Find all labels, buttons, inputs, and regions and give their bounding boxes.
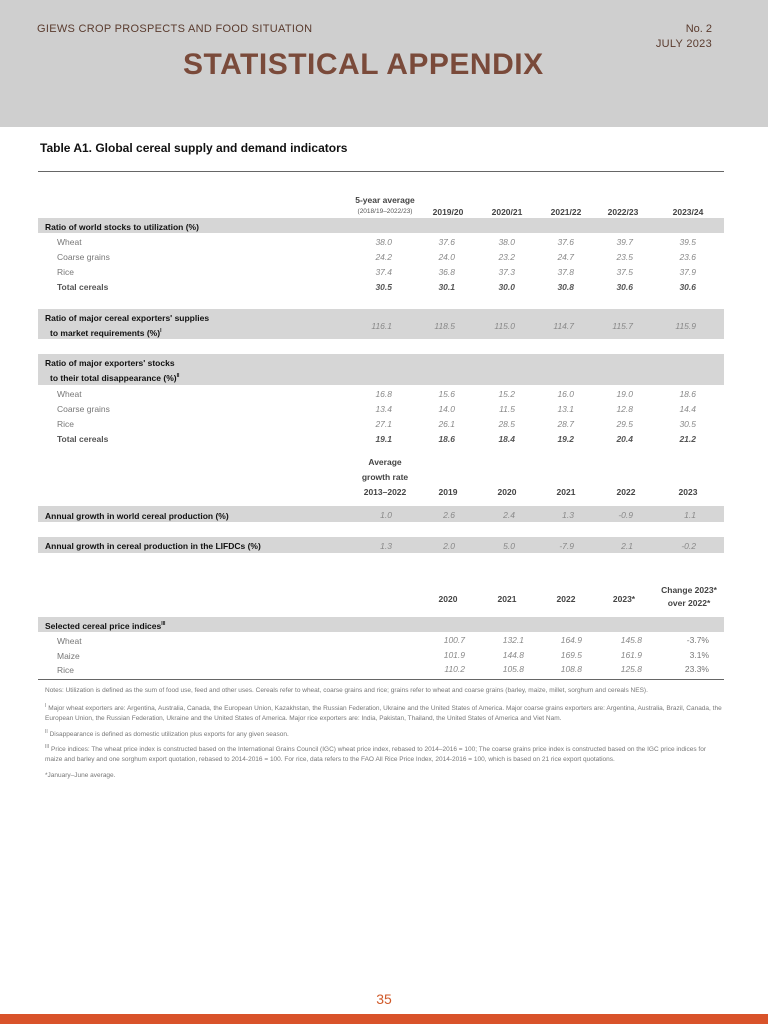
col-header: 2023 <box>678 487 698 497</box>
cell: 100.7 <box>443 635 465 645</box>
page-number: 35 <box>376 991 392 1007</box>
cell: 28.5 <box>498 419 515 429</box>
cell: 37.3 <box>498 267 515 277</box>
series-title: GIEWS CROP PROSPECTS AND FOOD SITUATION <box>37 23 313 35</box>
cell: 37.6 <box>438 237 455 247</box>
row-label: Wheat <box>57 237 82 247</box>
cell: 30.0 <box>498 282 515 292</box>
cell: 3.1% <box>689 650 709 660</box>
cell: 12.8 <box>616 404 633 414</box>
cell: 132.1 <box>502 635 524 645</box>
col-header: 2023/24 <box>672 207 704 217</box>
cell: 39.7 <box>616 237 633 247</box>
col-header: 2022 <box>616 487 636 497</box>
col-header-avg: Average <box>368 457 402 467</box>
cell: -7.9 <box>559 541 574 551</box>
col-header-change: over 2022* <box>667 598 711 608</box>
cell: 37.4 <box>375 267 392 277</box>
cell: 164.9 <box>560 635 582 645</box>
cell: 24.7 <box>557 252 574 262</box>
cell: 18.6 <box>438 434 455 444</box>
footer-bar <box>0 1014 768 1024</box>
col-header: 2021/22 <box>550 207 582 217</box>
cell: 2.6 <box>443 510 455 520</box>
cell: 118.5 <box>434 321 455 331</box>
cell: 19.1 <box>375 434 392 444</box>
cell: 30.6 <box>616 282 633 292</box>
cell: 115.9 <box>675 321 696 331</box>
cell: 2.0 <box>443 541 455 551</box>
cell: 30.1 <box>438 282 455 292</box>
row-label: Total cereals <box>57 434 109 444</box>
note-1: $^I$ Major wheat exporters are: Argentina, Australia, Canada, the European Union, Kazakhstan, the Russian Federation, Ukraine and the United States of America. Major coarse grains exporters are: Argentina, Australia, Brazil, Canada, the European Union, the Russian Federation, Ukraine and the United States of America. Major rice exporters are: India, Pakistan, Thailand, the United States of America and Viet Nam. <box>45 703 722 723</box>
cell: 13.4 <box>375 404 392 414</box>
cell: 38.0 <box>375 237 392 247</box>
col-header: 2019 <box>438 487 458 497</box>
col-header: 2020/21 <box>491 207 523 217</box>
cell: 110.2 <box>444 664 465 674</box>
table-top-rule <box>38 171 724 172</box>
cell: 30.5 <box>375 282 392 292</box>
cell: 5.0 <box>503 541 515 551</box>
cell: 23.6 <box>679 252 696 262</box>
cell: 27.1 <box>375 419 392 429</box>
cell: 29.5 <box>616 419 633 429</box>
cell: 23.5 <box>616 252 633 262</box>
cell: 18.6 <box>679 389 696 399</box>
col-header-avg: growth rate <box>361 472 409 482</box>
row-label: Coarse grains <box>57 404 110 414</box>
note-2: $^{II}$ Disappearance is defined as domestic utilization plus exports for any given season. <box>45 729 289 739</box>
cell: 145.8 <box>620 635 642 645</box>
section-title: Selected cereal price indices$^{III}$ <box>45 621 166 631</box>
cell: 14.4 <box>679 404 696 414</box>
cell: 115.7 <box>612 321 633 331</box>
cell: 15.2 <box>498 389 515 399</box>
cell: 108.8 <box>560 664 582 674</box>
cell: 36.8 <box>438 267 455 277</box>
cell: 37.5 <box>616 267 633 277</box>
row-label: Rice <box>57 665 75 675</box>
cell: 24.2 <box>375 252 392 262</box>
cell: 116.1 <box>371 321 392 331</box>
cell: 101.9 <box>443 650 465 660</box>
col-header: 2020 <box>497 487 517 497</box>
cell: 1.1 <box>684 510 696 520</box>
row-label: Annual growth in cereal production in the LIFDCs (%) <box>45 541 261 551</box>
cell: 37.9 <box>679 267 696 277</box>
col-header: 2022/23 <box>607 207 639 217</box>
cell: 1.3 <box>562 510 574 520</box>
col-header: 2021 <box>556 487 576 497</box>
cell: 30.8 <box>557 282 574 292</box>
cell: 20.4 <box>616 434 633 444</box>
cell: 114.7 <box>553 321 574 331</box>
row-label: Maize <box>57 651 80 661</box>
row-label: Annual growth in world cereal production (%) <box>45 511 229 521</box>
cell: 19.0 <box>616 389 633 399</box>
table-title: Table A1. Global cereal supply and demand indicators <box>40 141 348 155</box>
cell: 144.8 <box>502 650 524 660</box>
page-title: STATISTICAL APPENDIX <box>183 48 544 81</box>
section-title: Ratio of world stocks to utilization (%) <box>45 222 199 232</box>
col-header: 2022 <box>556 594 576 604</box>
cell: 19.2 <box>557 434 574 444</box>
col-header: 2019/20 <box>432 207 464 217</box>
row-label: Rice <box>57 419 75 429</box>
cell: 18.4 <box>498 434 515 444</box>
cell: 15.6 <box>438 389 455 399</box>
issue-date: JULY 2023 <box>655 38 712 50</box>
section-title-cont: to market requirements (%)$^I$ <box>50 328 162 338</box>
cell: 23.3% <box>684 664 709 674</box>
cell: 37.6 <box>557 237 574 247</box>
cell: 1.3 <box>380 541 392 551</box>
cell: 21.2 <box>679 434 696 444</box>
table-bottom-rule <box>38 679 724 680</box>
cell: 115.0 <box>494 321 515 331</box>
cell: 161.9 <box>620 650 642 660</box>
row-label: Total cereals <box>57 282 109 292</box>
note-3: $^{III}$ Price indices: The wheat price index is constructed based on the International Grains Council (IGC) wheat price index, rebased to 2014–2016 = 100; The coarse grains price index is constructed based on the IGC price indices for maize and barley and one sorghum export quotation, rebased to 2014-2016 = 100. For rice, data refers to the FAO All Rice Price Index, 2014-2016 = 100, which is based on 21 rice export quotations. <box>45 744 706 764</box>
col-header-avg: 2013–2022 <box>363 487 407 497</box>
cell: 105.8 <box>502 664 524 674</box>
cell: 16.0 <box>557 389 574 399</box>
cell: 23.2 <box>498 252 515 262</box>
col-header: 2020 <box>438 594 458 604</box>
col-header-avg-range: (2018/19–2022/23) <box>357 208 413 215</box>
cell: 39.5 <box>679 237 696 247</box>
cell: 2.4 <box>503 510 515 520</box>
cell: 38.0 <box>498 237 515 247</box>
col-header: 2021 <box>497 594 517 604</box>
cell: 169.5 <box>560 650 582 660</box>
cell: 30.6 <box>679 282 696 292</box>
cell: 37.8 <box>557 267 574 277</box>
section-title: Ratio of major exporters' stocks <box>45 358 175 368</box>
cell: 30.5 <box>679 419 696 429</box>
cell: 14.0 <box>438 404 455 414</box>
cell: 125.8 <box>620 664 642 674</box>
page-header <box>0 0 768 127</box>
note-4: *January–June average. <box>45 772 116 779</box>
col-header: 2023* <box>612 594 636 604</box>
cell: 13.1 <box>557 404 574 414</box>
section-title-cont: to their total disappearance (%)$^{II}$ <box>50 373 180 383</box>
col-header-avg: 5-year average <box>355 195 415 205</box>
row-label: Wheat <box>57 389 82 399</box>
cell: 11.5 <box>499 404 515 414</box>
cell: 16.8 <box>375 389 392 399</box>
cell: 28.7 <box>557 419 574 429</box>
cell: -0.9 <box>618 510 633 520</box>
cell: 2.1 <box>621 541 633 551</box>
section-title: Ratio of major cereal exporters' supplies <box>45 313 210 323</box>
row-label: Rice <box>57 267 75 277</box>
row-label: Coarse grains <box>57 252 110 262</box>
cell: 1.0 <box>380 510 392 520</box>
issue-number: No. 2 <box>685 23 712 35</box>
cell: 24.0 <box>438 252 455 262</box>
row-label: Wheat <box>57 636 82 646</box>
cell: -0.2 <box>681 541 696 551</box>
col-header-change: Change 2023* <box>661 585 717 595</box>
cell: -3.7% <box>686 635 709 645</box>
note-general: Notes: Utilization is defined as the sum of food use, feed and other uses. Cereals refer to wheat, coarse grains and rice; grains refer to wheat and coarse grains (barley, maize, millet, sorghum and cereals NES). <box>45 687 648 694</box>
cell: 26.1 <box>438 419 455 429</box>
